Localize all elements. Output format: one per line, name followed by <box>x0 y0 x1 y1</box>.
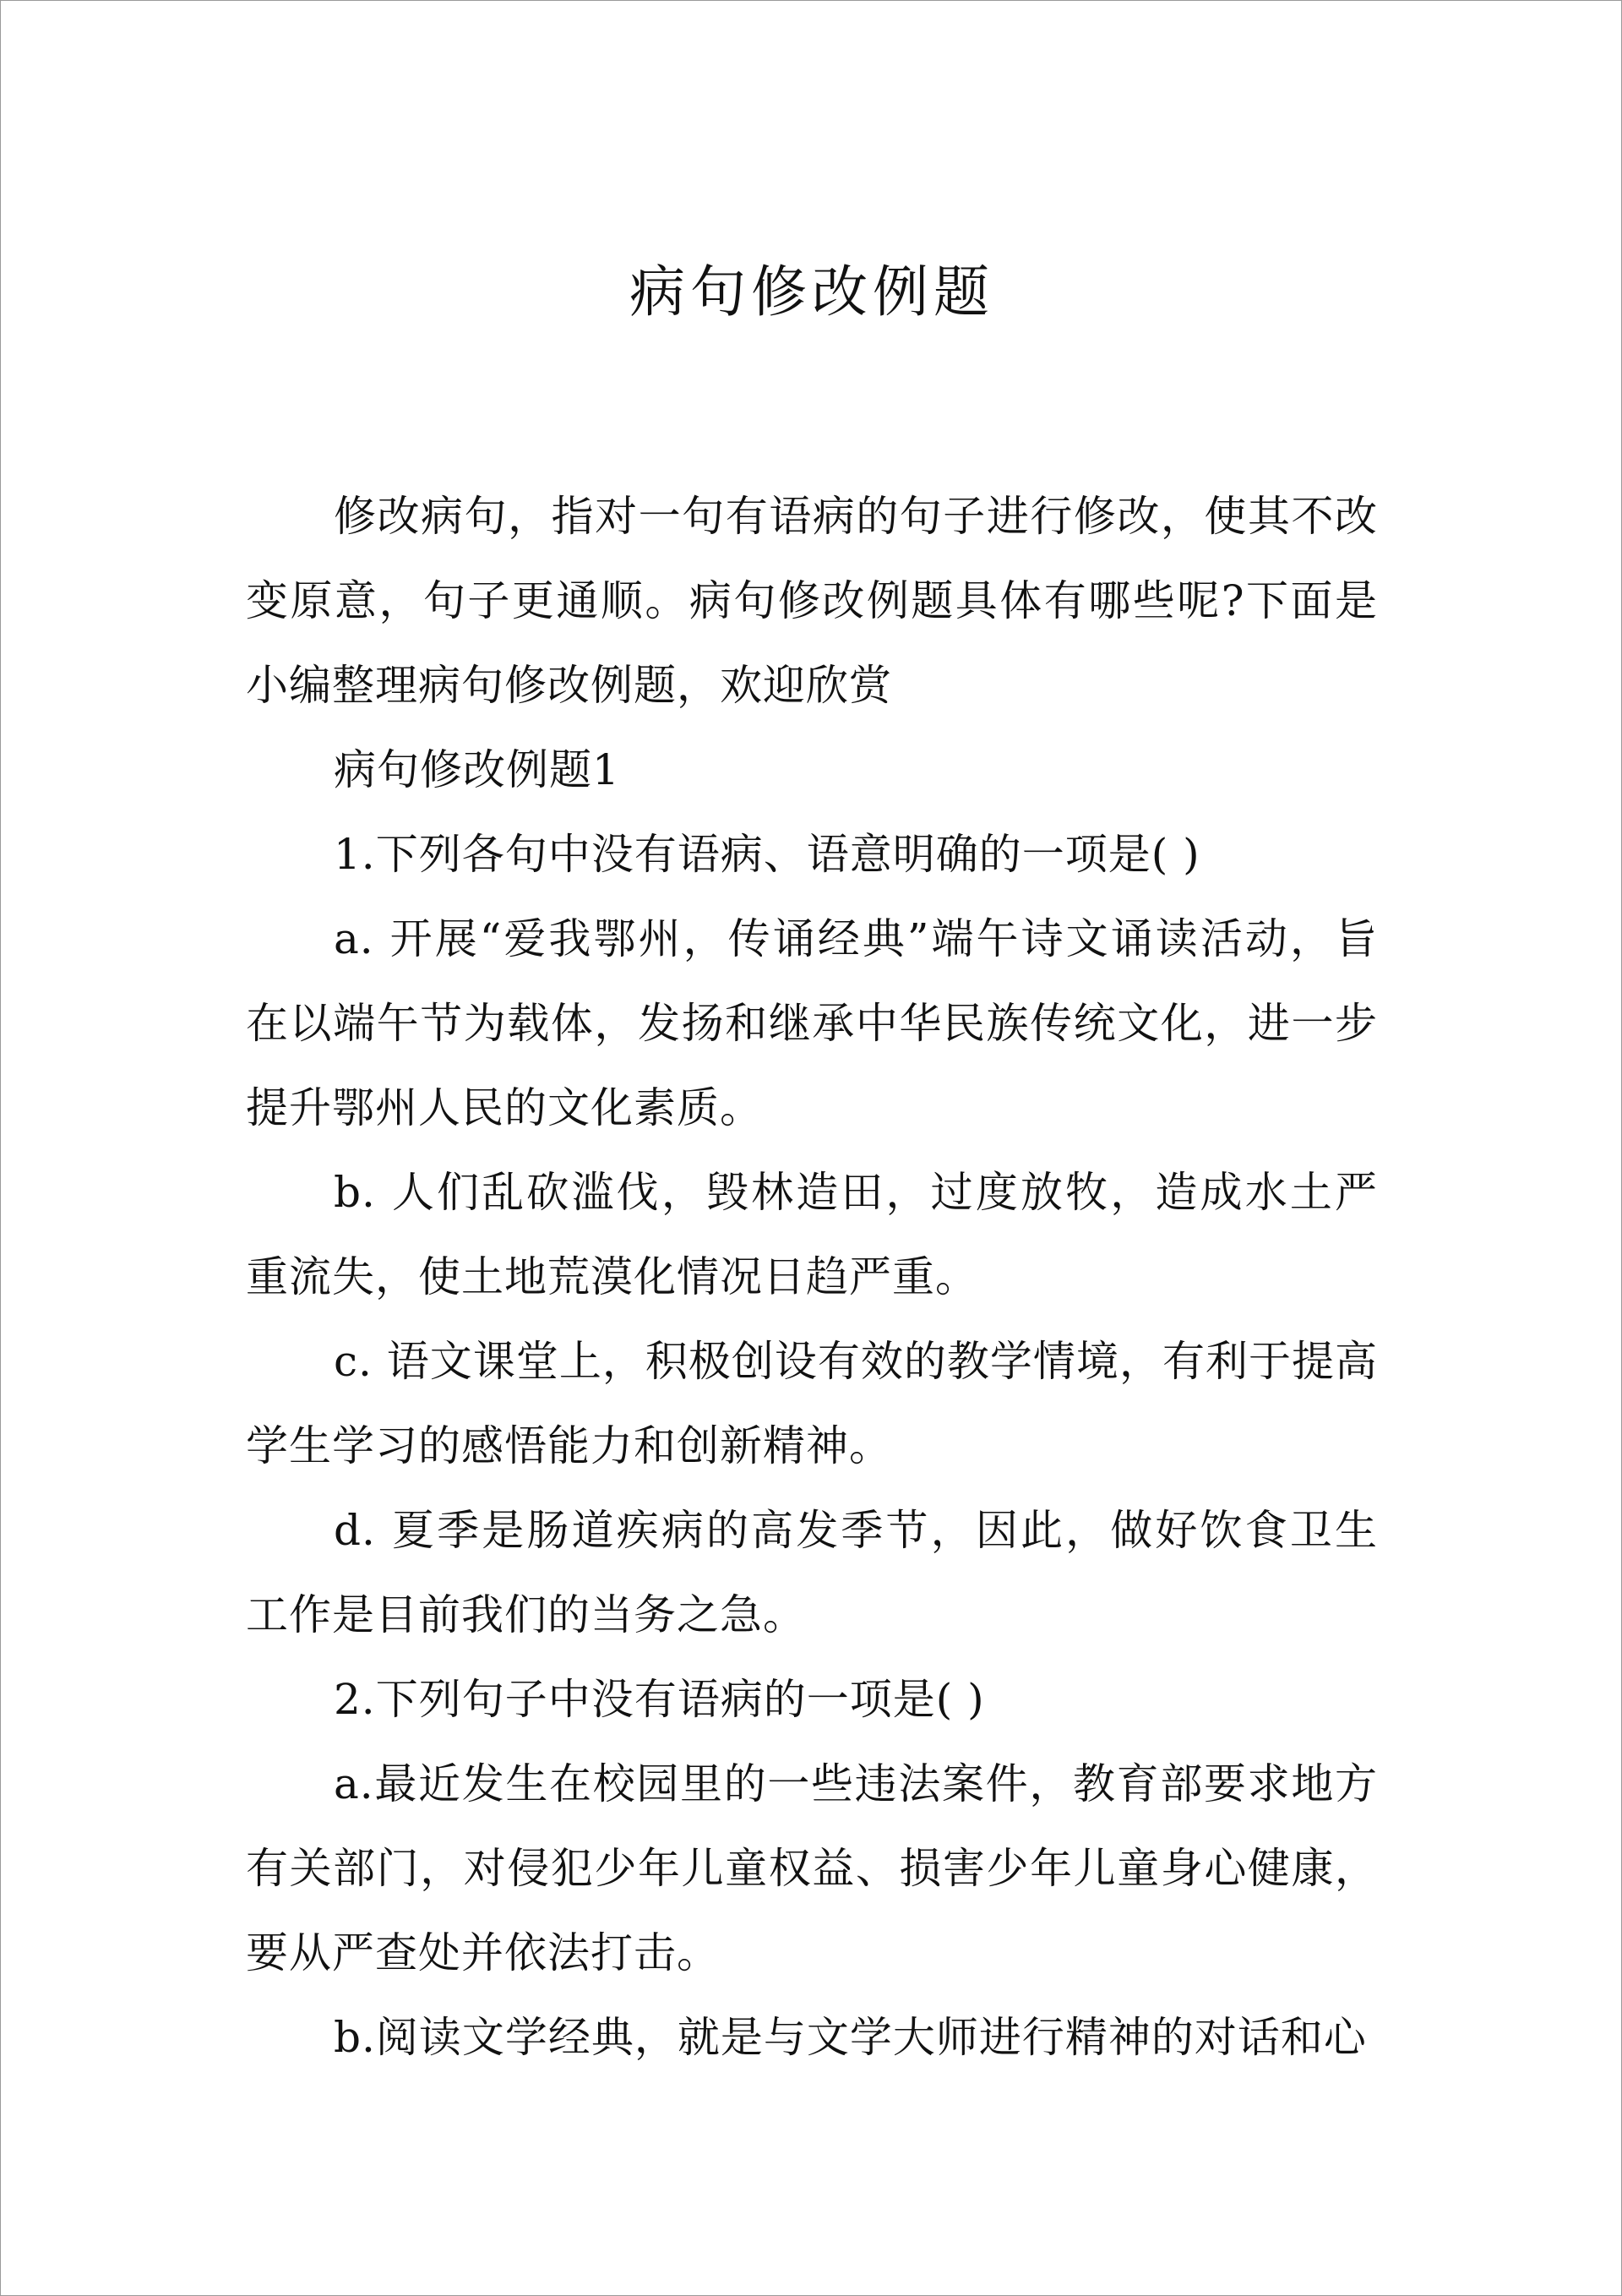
document-title: 病句修改例题 <box>629 259 994 324</box>
section-heading: 病句修改例题1 <box>334 745 620 794</box>
intro-paragraph: 修改病句，指对一句有语病的句子进行修改，使其不改变原意，句子更通顺。病句修改例题具体有哪些呢?下面是小编整理病句修改例题，欢迎欣赏 <box>246 492 1378 710</box>
question-1-option-d: d. 夏季是肠道疾病的高发季节，因此，做好饮食卫生工作是目前我们的当务之急。 <box>246 1506 1378 1639</box>
question-1-option-a: a. 开展“爱我鄂州，传诵经典”端午诗文诵读活动，旨在以端午节为载体，发扬和继承中华民族传统文化，进一步提升鄂州人民的文化素质。 <box>246 914 1378 1132</box>
question-2-option-b: b.阅读文学经典，就是与文学大师进行精神的对话和心 <box>334 2013 1367 2062</box>
question-2-option-a: a.最近发生在校园里的一些违法案件，教育部要求地方有关部门，对侵犯少年儿童权益、损害少年儿童身心健康，要从严查处并依法打击。 <box>246 1759 1378 1977</box>
question-2-stem: 2.下列句子中没有语病的一项是( ) <box>334 1675 985 1724</box>
question-1-stem: 1.下列各句中没有语病、语意明确的一项是( ) <box>334 830 1200 879</box>
question-1-option-c: c. 语文课堂上，积极创设有效的教学情境，有利于提高学生学习的感悟能力和创新精神。 <box>246 1337 1378 1470</box>
question-1-option-b: b. 人们乱砍滥伐，毁林造田，过度放牧，造成水土严重流失，使土地荒漠化情况日趋严重。 <box>246 1168 1378 1301</box>
document-body <box>246 474 1378 2080</box>
